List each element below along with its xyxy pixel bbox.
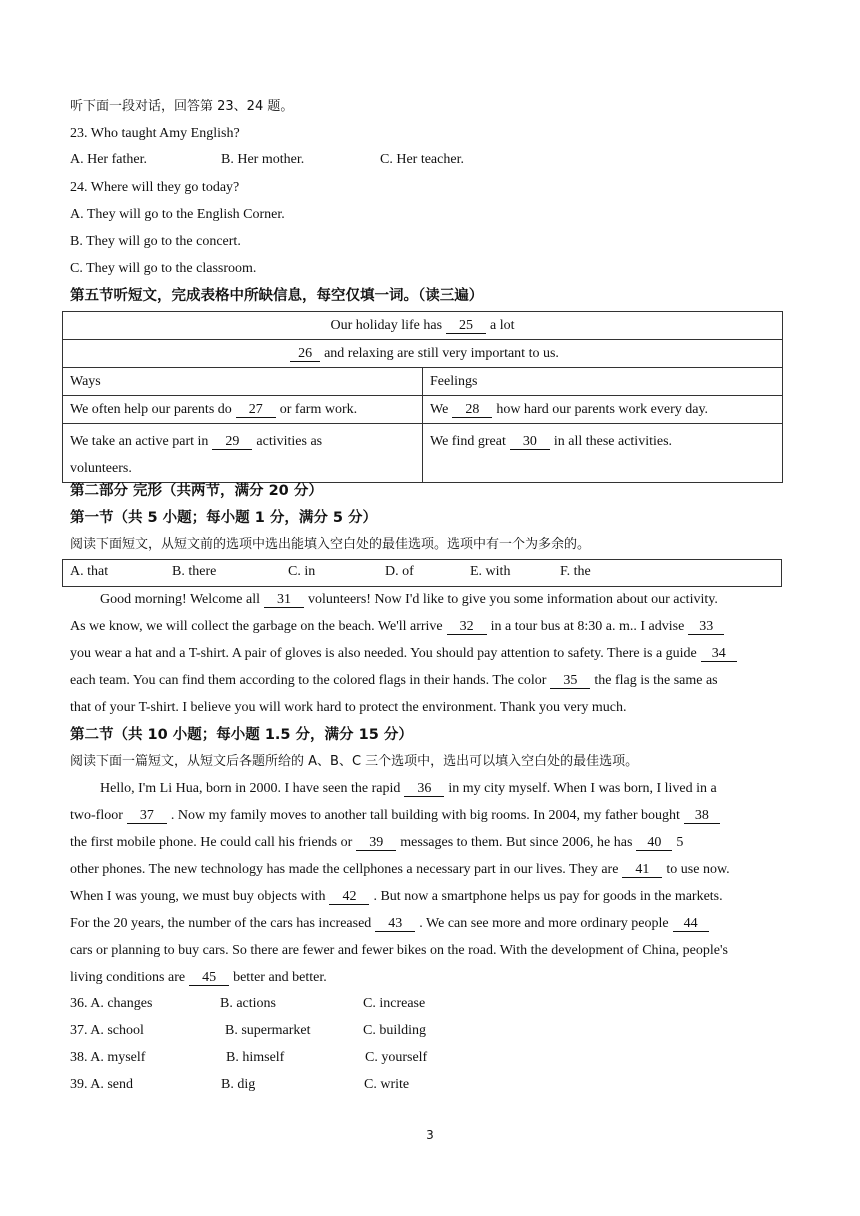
choice-36-c: C. increase xyxy=(363,996,426,1011)
text: Good morning! Welcome all xyxy=(100,592,260,607)
word-option-e: E. with xyxy=(470,564,511,579)
text: other phones. The new technology has made the cellphones a necessary part in our lives. They are xyxy=(70,862,619,877)
table-row xyxy=(63,312,783,340)
table-cell xyxy=(423,424,783,483)
blank-40: 40 xyxy=(636,835,672,851)
passage1-line xyxy=(70,645,741,663)
section5-title: 第五节听短文，完成表格中所缺信息，每空仅填一词。（读三遍） xyxy=(70,288,484,304)
choice-36-b: B. actions xyxy=(220,996,276,1011)
passage2-line xyxy=(70,969,327,987)
passage1-line xyxy=(100,591,718,609)
q23-option-b: B. Her mother. xyxy=(221,152,305,167)
listen-intro: 听下面一段对话，回答第 23、24 题。 xyxy=(70,99,294,114)
choice-38-a: 38. A. myself xyxy=(70,1050,146,1065)
blank-45: 45 xyxy=(189,970,229,986)
choice-39-a: 39. A. send xyxy=(70,1077,133,1092)
table-row xyxy=(63,340,783,368)
table-cell xyxy=(63,396,423,424)
section2-title: 第二节（共 10 小题；每小题 1.5 分，满分 15 分） xyxy=(70,727,413,743)
choice-36-a: 36. A. changes xyxy=(70,996,153,1011)
word-option-f: F. the xyxy=(560,564,591,579)
word-option-d: D. of xyxy=(385,564,414,579)
table-text: and relaxing are still very important to us. xyxy=(324,345,559,361)
text: in my city myself. When I was born, I lived in a xyxy=(448,781,717,796)
part2-title: 第二部分 完形（共两节，满分 20 分） xyxy=(70,483,323,499)
blank-41: 41 xyxy=(622,862,662,878)
table-cell xyxy=(63,312,783,340)
blank-25: 25 xyxy=(446,318,486,334)
blank-38: 38 xyxy=(684,808,720,824)
choice-37-b: B. supermarket xyxy=(225,1023,311,1038)
passage2-line xyxy=(70,834,683,852)
blank-33: 33 xyxy=(688,619,724,635)
passage1-line xyxy=(70,618,728,636)
text: you wear a hat and a T-shirt. A pair of gloves is also needed. You should pay attention to safety. There is a guide xyxy=(70,646,697,661)
question-23: 23. Who taught Amy English? xyxy=(70,126,240,141)
blank-30: 30 xyxy=(510,434,550,450)
choice-37-c: C. building xyxy=(363,1023,427,1038)
word-option-a: A. that xyxy=(70,564,109,579)
text: For the 20 years, the number of the cars has increased xyxy=(70,916,372,931)
blank-29: 29 xyxy=(212,434,252,450)
table-text: Our holiday life has xyxy=(330,317,443,333)
blank-26: 26 xyxy=(290,346,320,362)
table-text: We often help our parents do xyxy=(70,401,232,417)
blank-35: 35 xyxy=(550,673,590,689)
table-text: We take an active part in xyxy=(70,434,209,449)
blank-31: 31 xyxy=(264,592,304,608)
blank-44: 44 xyxy=(673,916,709,932)
table-row xyxy=(63,368,783,396)
text: to use now. xyxy=(666,862,730,877)
text: two-floor xyxy=(70,808,123,823)
text: living conditions are xyxy=(70,970,186,985)
choice-38-c: C. yourself xyxy=(365,1050,428,1065)
text: each team. You can find them according to the colored flags in their hands. The color xyxy=(70,673,547,688)
text: . We can see more and more ordinary people xyxy=(419,916,669,931)
blank-27: 27 xyxy=(236,402,276,418)
passage2-line xyxy=(70,888,723,906)
table-text: We find great xyxy=(430,434,506,449)
text: . Now my family moves to another tall building with big rooms. In 2004, my father bought xyxy=(170,808,680,823)
text: Hello, I'm Li Hua, born in 2000. I have seen the rapid xyxy=(100,781,401,796)
text: in a tour bus at 8:30 a. m.. I advise xyxy=(490,619,685,634)
passage1-line xyxy=(70,672,718,690)
passage1-line: that of your T-shirt. I believe you will work hard to protect the environment. Thank you very much. xyxy=(70,700,627,715)
table-text: volunteers. xyxy=(70,461,132,476)
table-text: activities as xyxy=(256,434,323,449)
blank-28: 28 xyxy=(452,402,492,418)
q24-option-a: A. They will go to the English Corner. xyxy=(70,207,285,222)
text: the first mobile phone. He could call his friends or xyxy=(70,835,353,850)
q24-option-c: C. They will go to the classroom. xyxy=(70,261,257,276)
table-text: a lot xyxy=(490,317,515,333)
choice-38-b: B. himself xyxy=(226,1050,285,1065)
choice-37-a: 37. A. school xyxy=(70,1023,144,1038)
blank-43: 43 xyxy=(375,916,415,932)
passage2-line: cars or planning to buy cars. So there are fewer and fewer bikes on the road. With the development of China, people's xyxy=(70,943,728,958)
blank-39: 39 xyxy=(356,835,396,851)
blank-34: 34 xyxy=(701,646,737,662)
table-row xyxy=(63,396,783,424)
choice-39-c: C. write xyxy=(364,1077,410,1092)
table-text: how hard our parents work every day. xyxy=(496,401,709,417)
passage2-line xyxy=(70,861,730,879)
header-feelings: Feelings xyxy=(423,368,783,396)
q24-option-b: B. They will go to the concert. xyxy=(70,234,241,249)
blank-32: 32 xyxy=(447,619,487,635)
table-row xyxy=(63,424,783,483)
text: . But now a smartphone helps us pay for goods in the markets. xyxy=(373,889,723,904)
section1-instructions: 阅读下面短文，从短文前的选项中选出能填入空白处的最佳选项。选项中有一个为多余的。 xyxy=(70,537,591,552)
text: volunteers! Now I'd like to give you some information about our activity. xyxy=(307,592,718,607)
passage2-line xyxy=(70,915,713,933)
passage2-line xyxy=(70,807,724,825)
blank-42: 42 xyxy=(329,889,369,905)
text: As we know, we will collect the garbage on the beach. We'll arrive xyxy=(70,619,443,634)
passage2-line xyxy=(100,780,717,798)
fill-table xyxy=(62,311,783,483)
q23-option-a: A. Her father. xyxy=(70,152,147,167)
text: When I was young, we must buy objects with xyxy=(70,889,326,904)
table-cell xyxy=(63,424,423,483)
choice-39-b: B. dig xyxy=(221,1077,256,1092)
text: messages to them. But since 2006, he has xyxy=(400,835,633,850)
word-option-b: B. there xyxy=(172,564,217,579)
header-ways: Ways xyxy=(63,368,423,396)
table-text: We xyxy=(430,401,449,417)
word-option-c: C. in xyxy=(288,564,316,579)
page-number: 3 xyxy=(426,1128,434,1142)
table-cell xyxy=(423,396,783,424)
text: better and better. xyxy=(233,970,327,985)
table-text: in all these activities. xyxy=(553,434,673,449)
blank-36: 36 xyxy=(404,781,444,797)
question-24: 24. Where will they go today? xyxy=(70,180,240,195)
blank-37: 37 xyxy=(127,808,167,824)
q23-option-c: C. Her teacher. xyxy=(380,152,464,167)
text: 5 xyxy=(676,835,684,850)
table-text: or farm work. xyxy=(279,401,358,417)
section1-title: 第一节（共 5 小题；每小题 1 分，满分 5 分） xyxy=(70,510,378,526)
section2-instructions: 阅读下面一篇短文，从短文后各题所给的 A、B、C 三个选项中，选出可以填入空白处的最佳选项。 xyxy=(70,754,639,769)
text: the flag is the same as xyxy=(594,673,718,688)
word-options-box xyxy=(62,559,782,587)
table-cell xyxy=(63,340,783,368)
